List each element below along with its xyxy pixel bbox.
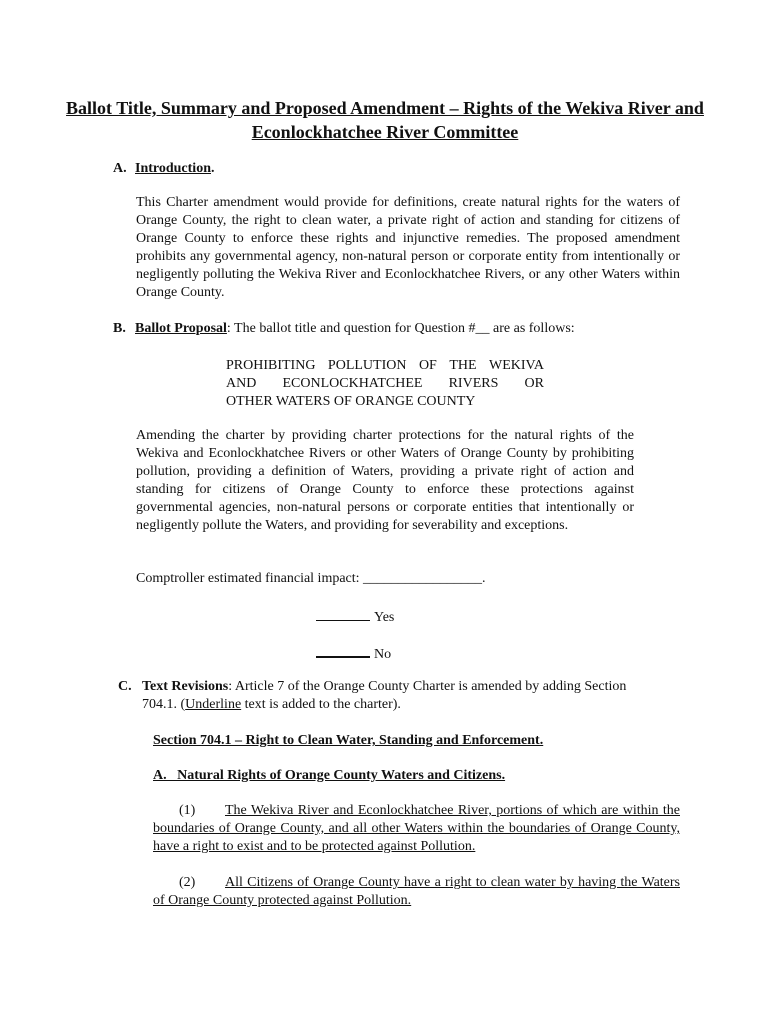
- ballot-title-word: THE: [449, 358, 477, 373]
- section-a-heading: [113, 160, 214, 178]
- section-b-title-rest: : The ballot title and question for Question #__ are as follows:: [226, 321, 575, 336]
- ballot-title-word: AND: [226, 376, 257, 391]
- section-c-body-1: : Article 7 of the Orange County Charter is amended by adding Section 704.1. (: [142, 679, 627, 712]
- ballot-title-word: OF: [418, 358, 437, 373]
- vote-yes-label: Yes: [374, 610, 395, 625]
- section-c-heading: [118, 678, 662, 714]
- section-b-title: Ballot Proposal: [135, 321, 227, 336]
- vote-no-option[interactable]: [316, 642, 391, 664]
- vote-yes-blank[interactable]: [316, 606, 370, 621]
- section-a-title-punct: .: [210, 161, 215, 176]
- ballot-title-line-3: OTHER WATERS OF ORANGE COUNTY: [226, 394, 476, 409]
- item-1-text: The Wekiva River and Econlockhatchee River, portions of which are within the boundaries of Orange County, and all other Waters within the boundaries of Orange County, have a right to exist and to be protected against Pollution.: [153, 803, 680, 854]
- item-2: [153, 874, 680, 910]
- ballot-title-word: WEKIVA: [489, 358, 544, 373]
- section-704-title: Section 704.1 – Right to Clean Water, Standing and Enforcement.: [153, 733, 544, 748]
- item-2-number: (2): [179, 875, 196, 890]
- section-a-body: This Charter amendment would provide for definitions, create natural rights for the waters of Orange County, the right to clean water, a private right of action and standing for citizens of Orange County to enforce these rights and injunctive remedies. The proposed amendment prohibits any governmental agency, non-natural person or corporate entity from intentionally or negligently polluting the Wekiva River and Econlockhatchee Rivers, or any other Waters within Orange County.: [136, 195, 680, 300]
- section-c-body-2: text is added to the charter).: [241, 697, 401, 712]
- vote-no-blank[interactable]: [316, 642, 370, 658]
- vote-yes-option[interactable]: [316, 606, 394, 627]
- ballot-title-block: [226, 357, 544, 411]
- ballot-title-line-1: [226, 357, 544, 375]
- vote-no-label: No: [374, 647, 392, 662]
- ballot-title-word: OR: [524, 376, 544, 391]
- document-title: Ballot Title, Summary and Proposed Amendment – Rights of the Wekiva River and Econlockhatchee River Committee: [66, 98, 704, 142]
- item-2-text: All Citizens of Orange County have a right to clean water by having the Waters of Orange County protected against Pollution.: [153, 875, 680, 908]
- item-1-number: (1): [179, 803, 196, 818]
- ballot-title-line-2: [226, 375, 544, 393]
- ballot-title-word: PROHIBITING: [226, 358, 316, 373]
- ballot-title-word: ECONLOCKHATCHEE: [282, 376, 423, 391]
- section-c-letter: C.: [118, 679, 132, 694]
- section-a-title: Introduction: [135, 161, 211, 176]
- section-c-underline-word: Underline: [185, 697, 242, 712]
- section-b-letter: B.: [113, 321, 126, 336]
- subsection-a-title: A. Natural Rights of Orange County Waters and Citizens.: [153, 768, 506, 783]
- ballot-title-word: RIVERS: [448, 376, 499, 391]
- ballot-summary: Amending the charter by providing charter protections for the natural rights of the Wekiva and Econlockhatchee Rivers or other Waters of Orange County by prohibiting pollution, providing a definition of Waters, providing a private right of action and standing for citizens of Orange County to enforce these protections against governmental agencies, non-natural persons or corporate entities that intentionally or negligently pollute the Waters, and providing for severability and exceptions.: [136, 428, 634, 533]
- section-b-heading: [113, 320, 575, 338]
- financial-impact-line: Comptroller estimated financial impact: _________________.: [136, 571, 486, 586]
- ballot-title-word: POLLUTION: [327, 358, 407, 373]
- item-1: [153, 802, 680, 856]
- section-a-letter: A.: [113, 161, 127, 176]
- section-c-title: Text Revisions: [142, 679, 229, 694]
